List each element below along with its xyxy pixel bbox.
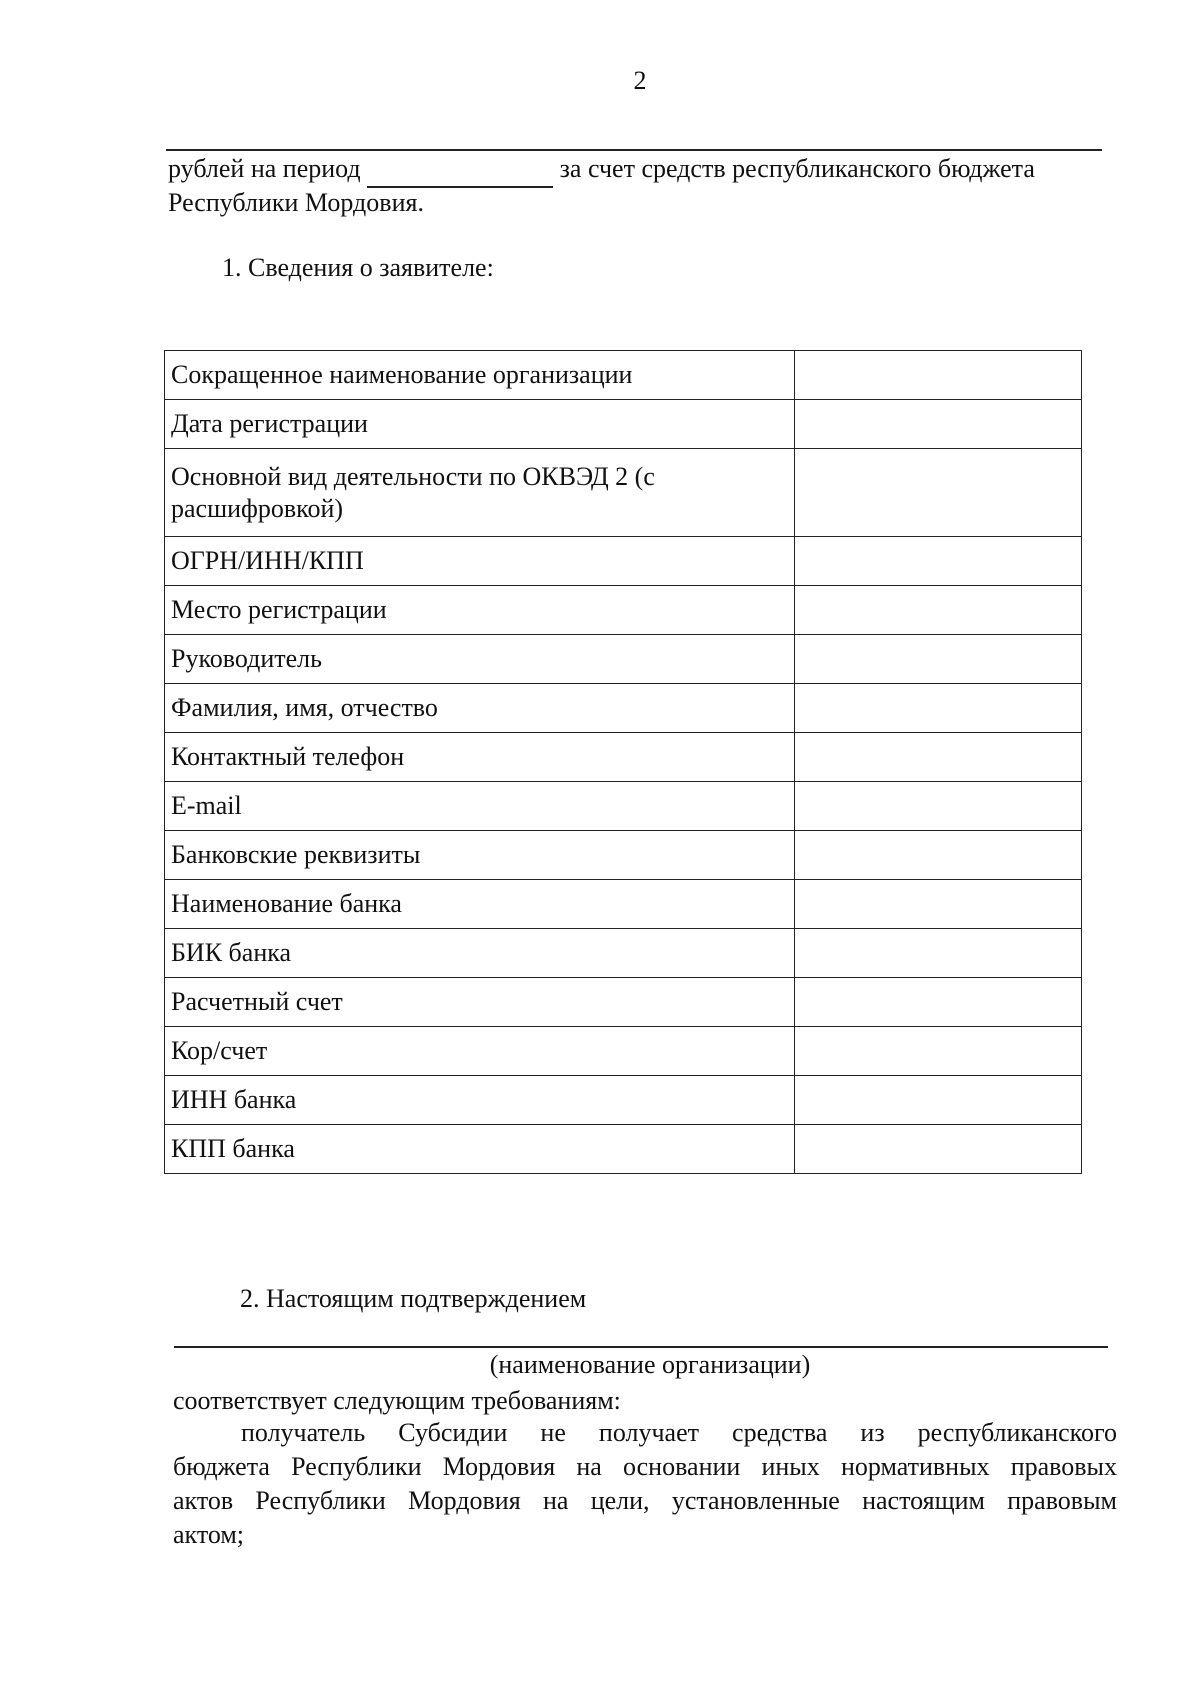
top-fill-line xyxy=(166,149,1102,151)
requirements-intro: соответствует следующим требованиям: xyxy=(173,1386,621,1415)
table-row xyxy=(165,635,1082,684)
page-number: 2 xyxy=(633,66,647,95)
row-label: Дата регистрации xyxy=(165,400,795,449)
row-label: E-mail xyxy=(165,782,795,831)
row-label: Фамилия, имя, отчество xyxy=(165,684,795,733)
row-label: Контактный телефон xyxy=(165,733,795,782)
row-label: Кор/счет xyxy=(165,1027,795,1076)
paragraph-line-3: актов Республики Мордовия на цели, установленные настоящим правовым xyxy=(173,1486,1117,1515)
table-row xyxy=(165,733,1082,782)
row-value-field[interactable] xyxy=(795,978,1082,1027)
row-label: КПП банка xyxy=(165,1125,795,1174)
intro-line-1-end: за счет средств республиканского бюджета xyxy=(559,154,1035,183)
table-row xyxy=(165,537,1082,586)
row-value-field[interactable] xyxy=(795,684,1082,733)
applicant-info-table xyxy=(164,350,1082,1174)
row-label: Место регистрации xyxy=(165,586,795,635)
table-row xyxy=(165,782,1082,831)
row-label: Расчетный счет xyxy=(165,978,795,1027)
paragraph-line-2: бюджета Республики Мордовия на основании иных нормативных правовых xyxy=(173,1452,1117,1481)
row-value-field[interactable] xyxy=(795,400,1082,449)
table-row xyxy=(165,1076,1082,1125)
row-value-field[interactable] xyxy=(795,449,1082,537)
row-value-field[interactable] xyxy=(795,831,1082,880)
intro-line-2: Республики Мордовия. xyxy=(168,188,424,217)
row-label: ОГРН/ИНН/КПП xyxy=(165,537,795,586)
row-value-field[interactable] xyxy=(795,1076,1082,1125)
row-label: Наименование банка xyxy=(165,880,795,929)
row-value-field[interactable] xyxy=(795,351,1082,400)
table-row xyxy=(165,449,1082,537)
section2-heading: 2. Настоящим подтверждением xyxy=(240,1284,587,1313)
row-value-field[interactable] xyxy=(795,1027,1082,1076)
row-value-field[interactable] xyxy=(795,635,1082,684)
row-value-field[interactable] xyxy=(795,733,1082,782)
paragraph-line-4: актом; xyxy=(173,1520,245,1549)
row-label: Банковские реквизиты xyxy=(165,831,795,880)
table-row xyxy=(165,586,1082,635)
intro-line-1-start: рублей на период xyxy=(168,154,361,183)
row-label: ИНН банка xyxy=(165,1076,795,1125)
row-value-field[interactable] xyxy=(795,880,1082,929)
table-row xyxy=(165,978,1082,1027)
table-row xyxy=(165,1125,1082,1174)
table-row xyxy=(165,400,1082,449)
row-label: Руководитель xyxy=(165,635,795,684)
table-row xyxy=(165,684,1082,733)
organization-name-caption: (наименование организации) xyxy=(489,1350,811,1379)
row-value-field[interactable] xyxy=(795,929,1082,978)
organization-name-line xyxy=(174,1346,1108,1348)
row-value-field[interactable] xyxy=(795,537,1082,586)
row-label: Сокращенное наименование организации xyxy=(165,351,795,400)
row-label: БИК банка xyxy=(165,929,795,978)
intro-line-1 xyxy=(168,152,1035,188)
row-value-field[interactable] xyxy=(795,782,1082,831)
table-row xyxy=(165,929,1082,978)
section1-heading: 1. Сведения о заявителе: xyxy=(222,253,494,282)
table-row xyxy=(165,1027,1082,1076)
row-label: Основной вид деятельности по ОКВЭД 2 (с расшифровкой) xyxy=(165,449,795,537)
row-value-field[interactable] xyxy=(795,586,1082,635)
period-blank xyxy=(367,152,553,188)
row-value-field[interactable] xyxy=(795,1125,1082,1174)
paragraph-line-1: получатель Субсидии не получает средства из республиканского xyxy=(241,1418,1117,1447)
table-row xyxy=(165,831,1082,880)
table-row xyxy=(165,351,1082,400)
table-row xyxy=(165,880,1082,929)
